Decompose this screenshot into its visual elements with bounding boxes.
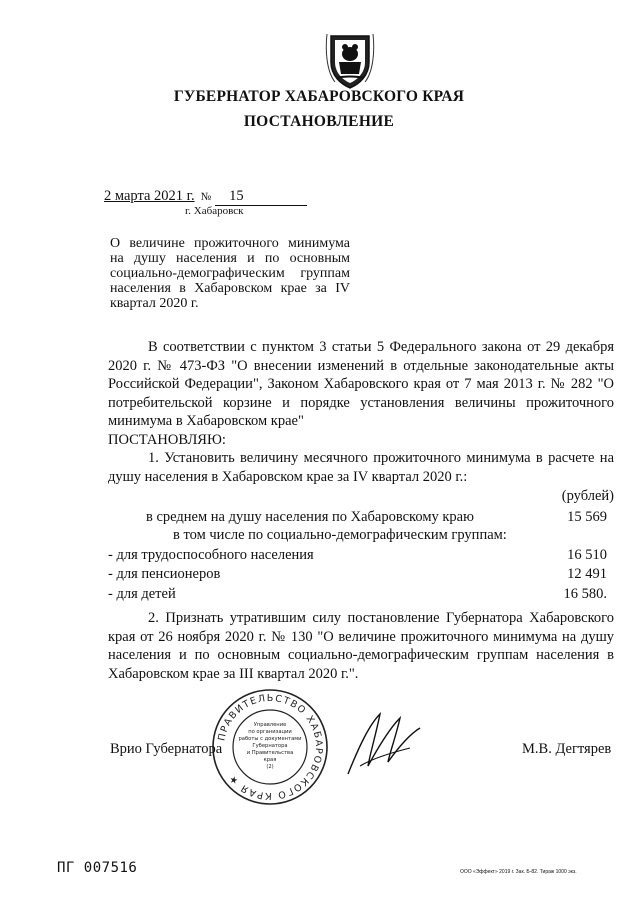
coat-of-arms-icon xyxy=(325,32,375,90)
group-row xyxy=(108,585,614,604)
svg-text:работы с документами: работы с документами xyxy=(238,736,302,742)
group-value: 16 510 xyxy=(567,546,607,563)
document-subject: О величине прожиточного минимума на душу населения и по основным социально-демографическим группам населения в Хабаровском крае за IV квартал 2020 г. xyxy=(110,236,350,311)
decree-word: ПОСТАНОВЛЯЮ: xyxy=(108,431,226,448)
group-row xyxy=(108,565,614,584)
printer-imprint: ООО «Эффект» 2019 г. Зак. Б-82. Тираж 1000 экз. xyxy=(460,869,577,875)
item-1: 1. Установить величину месячного прожиточного минимума в расчете на душу населения в Хабаровском крае за IV квартал 2020 г.: xyxy=(108,450,614,485)
document-date: 2 марта 2021 г. xyxy=(104,188,195,204)
number-sign: № xyxy=(200,191,212,203)
document-type: ПОСТАНОВЛЕНИЕ xyxy=(243,113,395,130)
group-label: - для трудоспособного населения xyxy=(108,546,314,563)
average-row xyxy=(108,508,614,527)
subheading-text: в том числе по социально-демографическим группам: xyxy=(173,527,507,543)
svg-text:ПРАВИТЕЛЬСТВО ХАБАРОВСКОГО КРА: ПРАВИТЕЛЬСТВО ХАБАРОВСКОГО КРАЯ ★ xyxy=(216,692,325,802)
form-serial-number: ПГ 007516 xyxy=(57,860,138,876)
city: г. Хабаровск xyxy=(185,205,244,217)
document-body xyxy=(108,338,614,683)
group-row xyxy=(108,546,614,565)
svg-text:и Правительства: и Правительства xyxy=(246,750,294,756)
issuing-authority: ГУБЕРНАТОР ХАБАРОВСКОГО КРАЯ xyxy=(173,88,465,105)
group-value: 12 491 xyxy=(567,566,607,582)
document-number: 15 xyxy=(215,188,307,206)
groups-subheading xyxy=(108,526,614,545)
item-2: 2. Признать утратившим силу постановление Губернатора Хабаровского края от 26 ноября 2020 г. № 130 "О величине прожиточного минимума на душу населения и по основным социально-демографическим группам населения в Хабаровском крае за III квартал 2020 г.". xyxy=(108,610,614,682)
svg-text:по организации: по организации xyxy=(248,729,292,735)
date-number-line xyxy=(104,188,307,206)
svg-text:края: края xyxy=(263,757,277,763)
svg-text:(2): (2) xyxy=(266,764,274,770)
group-value: 16 580. xyxy=(563,585,607,602)
average-label: в среднем на душу населения по Хабаровскому краю xyxy=(146,508,474,525)
signatory-name: М.В. Дегтярев xyxy=(522,741,612,757)
svg-text:Управление: Управление xyxy=(253,722,287,728)
group-label: - для пенсионеров xyxy=(108,566,221,582)
units-label: (рублей) xyxy=(561,488,614,504)
handwritten-signature-icon xyxy=(340,704,430,784)
official-seal-icon xyxy=(211,688,329,806)
preamble: В соответствии с пунктом 3 статьи 5 Федерального закона от 29 декабря 2020 г. № 473-ФЗ "О внесении изменений в отдельные законодательные акты Российской Федерации", Законом Хабаровского края от 7 мая 2013 г. № 282 "О потребительской корзине и порядке установления величины прожиточного минимума в Хабаровском крае" xyxy=(108,339,614,429)
signatory-position: Врио Губернатора xyxy=(110,741,223,757)
group-label: - для детей xyxy=(108,585,176,602)
svg-text:Губернатора: Губернатора xyxy=(252,743,288,749)
average-value: 15 569 xyxy=(567,508,607,525)
